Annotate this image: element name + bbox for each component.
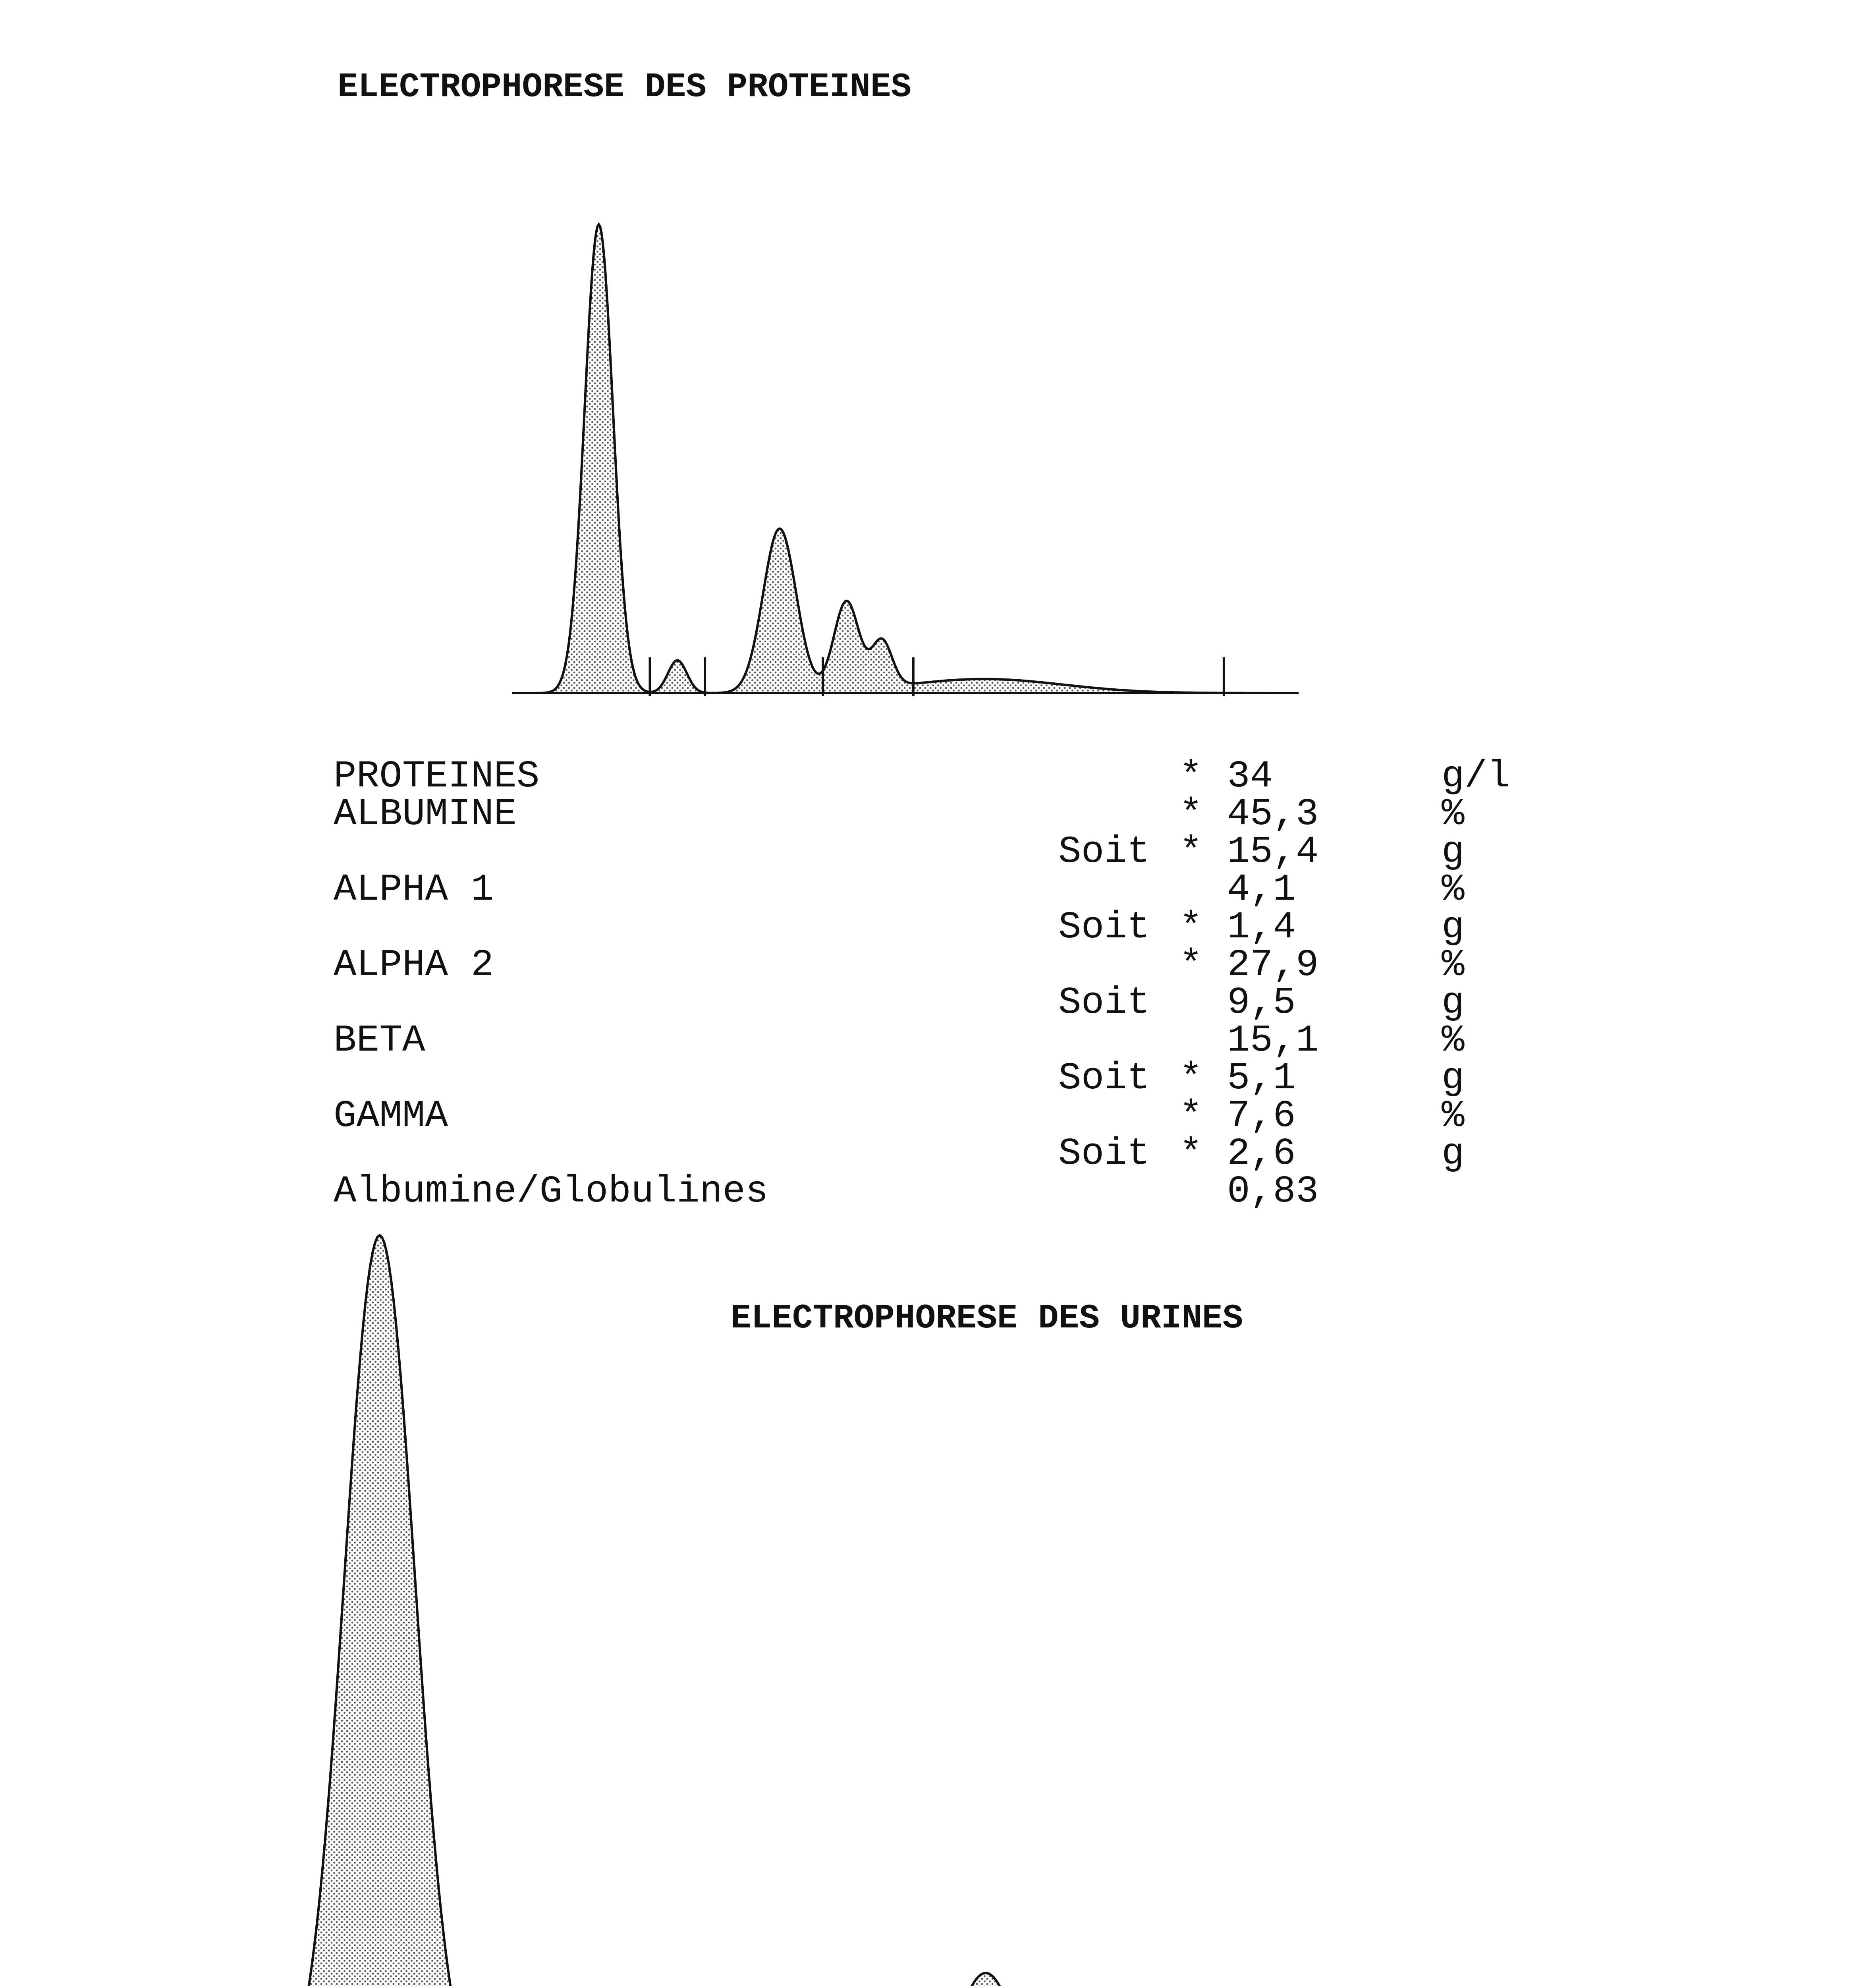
serum-row-value: 9,5 [1227,981,1296,1024]
serum-row-unit: % [1442,1019,1465,1062]
serum-row-value: 27,9 [1227,943,1319,987]
serum-row-star: * [1179,906,1202,949]
urine-title: ELECTROPHORESE DES URINES [731,1299,1243,1338]
serum-row-soit: Soit [1058,906,1150,949]
serum-row-value: 34 [1227,755,1273,798]
serum-row-value: 45,3 [1227,792,1319,836]
serum-row-unit: % [1442,792,1465,836]
serum-row-unit: g [1442,830,1465,873]
curve-fill [210,1235,1620,1986]
serum-row-star: * [1179,792,1202,836]
serum-row-unit: g [1442,1057,1465,1100]
urine-electrophoresis-chart [210,1235,1620,1986]
serum-row-unit: % [1442,1094,1465,1138]
serum-row-label: Albumine/Globulines [334,1170,768,1213]
serum-electrophoresis-chart [512,224,1299,696]
serum-row-label: ALBUMINE [334,792,517,836]
serum-row-unit: % [1442,868,1465,911]
serum-row-unit: g [1442,1132,1465,1175]
serum-row-label: ALPHA 2 [334,943,494,987]
curve-fill [512,224,1299,693]
serum-row-label: BETA [334,1019,425,1062]
serum-row-value: 15,4 [1227,830,1319,873]
serum-row-unit: g [1442,981,1465,1024]
curve-line [512,224,1299,693]
serum-row-star: * [1179,755,1202,798]
serum-row-value: 7,6 [1227,1094,1296,1138]
serum-row-value: 5,1 [1227,1057,1296,1100]
serum-row-label: GAMMA [334,1094,448,1138]
serum-row-unit: % [1442,943,1465,987]
serum-row-star: * [1179,1094,1202,1138]
serum-row-soit: Soit [1058,981,1150,1024]
serum-row-unit: g [1442,906,1465,949]
serum-row-soit: Soit [1058,1057,1150,1100]
serum-row-value: 4,1 [1227,868,1296,911]
serum-row-label: ALPHA 1 [334,868,494,911]
serum-row-soit: Soit [1058,1132,1150,1175]
serum-row-star: * [1179,943,1202,987]
serum-row-value: 0,83 [1227,1170,1319,1213]
serum-row-value: 2,6 [1227,1132,1296,1175]
serum-row-value: 1,4 [1227,906,1296,949]
serum-row-unit: g/l [1442,755,1510,798]
serum-row-soit: Soit [1058,830,1150,873]
serum-row-value: 15,1 [1227,1019,1319,1062]
serum-row-label: PROTEINES [334,755,540,798]
serum-row-star: * [1179,1132,1202,1175]
serum-row-star: * [1179,1057,1202,1100]
serum-row-star: * [1179,830,1202,873]
serum-title: ELECTROPHORESE DES PROTEINES [338,68,912,106]
